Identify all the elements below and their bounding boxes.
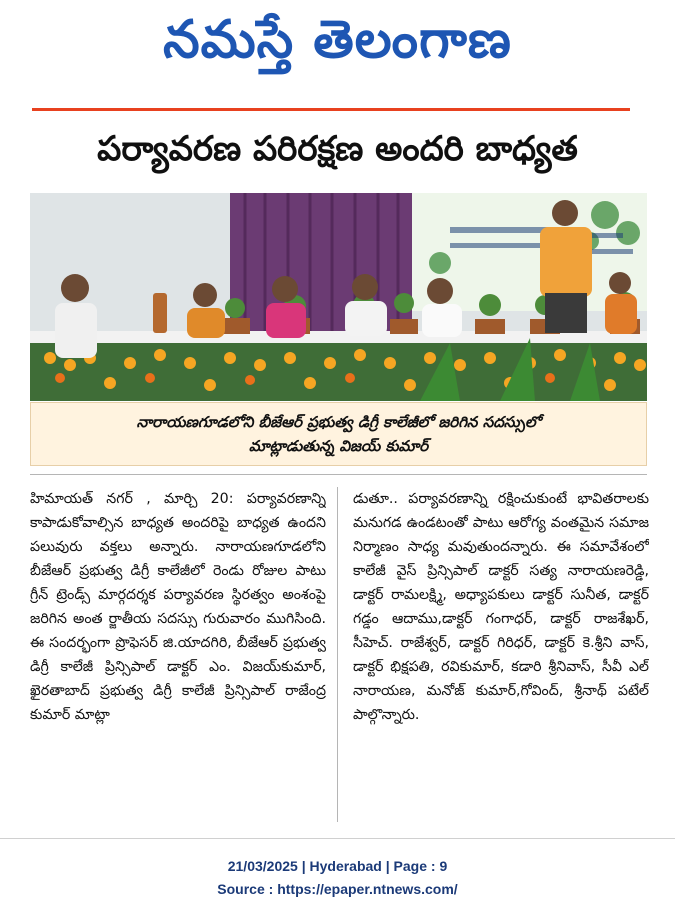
footer-dateline: 21/03/2025 | Hyderabad | Page : 9: [227, 858, 448, 874]
article-body-left-column: [30, 487, 326, 827]
article-body-left: హిమాయత్ నగర్ , మార్చి 20: పర్యావరణాన్ని కాపాడుకోవాల్సిన బాధ్యత అందరిపై బాధ్యత ఉందని పలువురు వక్తలు అన్నారు. నారాయణగూడలోని బీజేఆర్ ప్రభుత్వ డిగ్రీ కాలేజీలో రెండు రోజుల పాటు గ్రీన్ ట్రెండ్స్ మార్గదర్శక పర్యావరణ స్థిరత్వం అంశంపై జరిగిన అంత ర్జాతీయ సదస్సు గురువారం ముగిసింది. ఈ సందర్భంగా ప్రొఫెసర్ జి.యాదగిరి, బీజేఆర్ ప్రభుత్వ డిగ్రీ కాలేజీ ప్రిన్సిపాల్ డాక్టర్ ఎం. విజయ్‌కుమార్, ఖైరతాబాద్ ప్రభుత్వ డిగ్రీ కాలేజీ ప్రిన్సిపాల్ రాజేంద్ర కుమార్ మాట్లా: [30, 491, 326, 723]
masthead-divider: [32, 108, 630, 111]
newspaper-masthead: నమస్తే తెలంగాణ: [163, 10, 512, 70]
caption-line-2: మాట్లాడుతున్న విజయ్ కుమార్: [248, 437, 429, 455]
article-body-right: డుతూ.. పర్యావరణాన్ని రక్షించుకుంటే భావితరాలకు మనుగడ ఉండటంతో పాటు ఆరోగ్య వంతమైన సమాజ నిర్మాణం సాధ్య మవుతుందన్నారు. ఈ సమావేశంలో కాలేజీ వైస్ ప్రిన్సిపాల్ డాక్టర్ సత్య నారాయణరెడ్డి, డాక్టర్ రామలక్ష్మి, అధ్యాపకులు డాక్టర్ సునీత, డాక్టర్ గడ్డం ఆదాము,డాక్టర్ గంగాధర్, డాక్టర్ రాజశేఖర్, సీహెచ్. రాజేశ్వర్, డాక్టర్ గిరిధర్, డాక్టర్ కె.శ్రీని వాస్, డాక్టర్ భిక్షపతి, రవికుమార్, కడారి శ్రీనివాస్, సీవీ ఎల్ నారాయణ, మనోజ్ కుమార్,గోవింద్, శ్రీనాథ్ పటేల్ పాల్గొన్నారు.: [353, 491, 649, 723]
footer-divider: [0, 838, 675, 839]
footer-source-link[interactable]: Source : https://epaper.ntnews.com/: [217, 881, 458, 897]
column-divider: [337, 487, 338, 822]
caption-divider: [30, 474, 647, 475]
photo-caption: [30, 402, 647, 466]
article-body-right-column: [353, 487, 649, 827]
caption-line-1: నారాయణగూడలోని బీజేఆర్ ప్రభుత్వ డిగ్రీ కాలేజీలో జరిగిన సదస్సులో: [136, 413, 541, 431]
article-headline: పర్యావరణ పరిరక్షణ అందరి బాధ్యత: [97, 129, 578, 169]
news-photo: [30, 193, 647, 401]
